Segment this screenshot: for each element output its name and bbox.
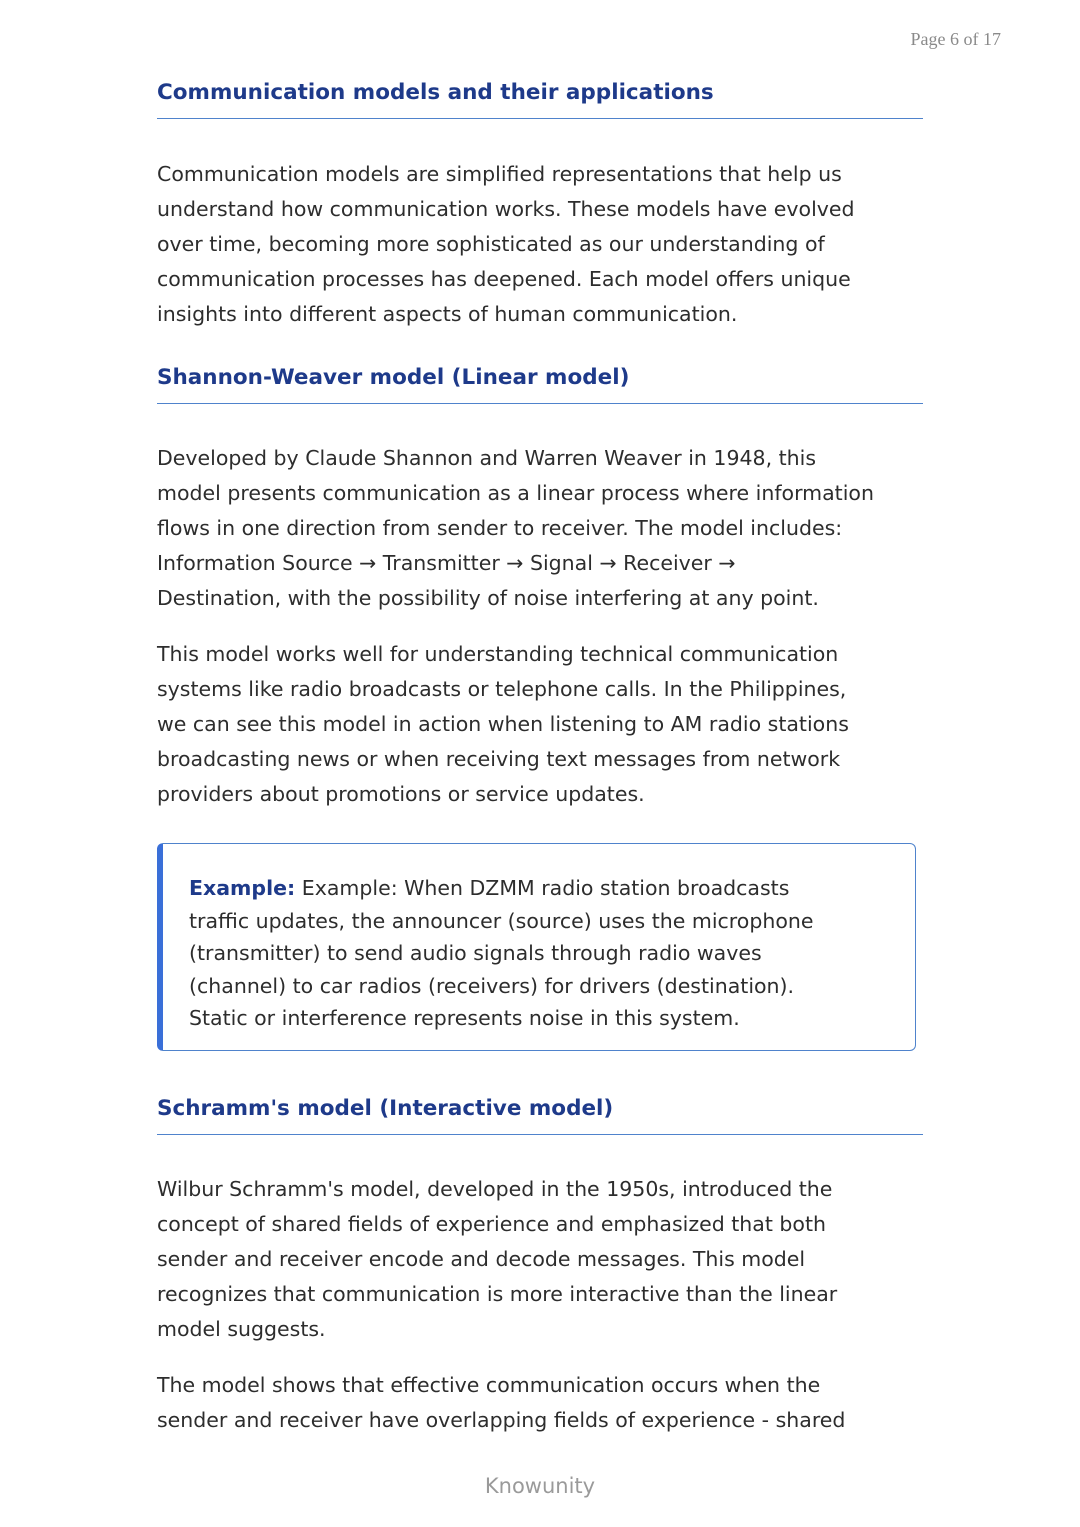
example-line [189, 872, 813, 905]
intro-paragraph [157, 157, 855, 332]
footer-brand: Knowunity [484, 1474, 596, 1498]
example-line: traffic updates, the announcer (source) uses the microphone [189, 908, 814, 933]
paragraph-line: model presents communication as a linear process where information [157, 481, 874, 505]
section-heading-shannon-weaver: Shannon-Weaver model (Linear model) [157, 365, 923, 404]
paragraph-line: providers about promotions or service updates. [157, 782, 645, 806]
paragraph-line: recognizes that communication is more interactive than the linear [157, 1282, 838, 1306]
paragraph-line: Information Source → Transmitter → Signal → Receiver → [157, 551, 736, 575]
paragraph-line: we can see this model in action when listening to AM radio stations [157, 712, 849, 736]
example-line: (channel) to car radios (receivers) for drivers (destination). [189, 973, 795, 998]
paragraph-line: broadcasting news or when receiving text messages from network [157, 747, 841, 771]
page-number: Page 6 of 17 [910, 29, 1001, 49]
paragraph-line: Communication models are simplified representations that help us [157, 162, 842, 186]
shannon-weaver-paragraph-2 [157, 637, 849, 812]
paragraph-line: Wilbur Schramm's model, developed in the 1950s, introduced the [157, 1177, 833, 1201]
example-line: Static or interference represents noise in this system. [189, 1006, 740, 1030]
paragraph-line: systems like radio broadcasts or telephone calls. In the Philippines, [157, 677, 847, 701]
example-callout [157, 843, 916, 1051]
paragraph-line: over time, becoming more sophisticated as our understanding of [157, 232, 825, 256]
paragraph-line: This model works well for understanding technical communication [157, 642, 839, 666]
schramm-paragraph-2 [157, 1368, 845, 1438]
paragraph-line: The model shows that effective communication occurs when the [157, 1373, 821, 1397]
example-line: (transmitter) to send audio signals through radio waves [189, 941, 762, 965]
schramm-paragraph-1 [157, 1172, 837, 1347]
paragraph-line: understand how communication works. These models have evolved [157, 197, 855, 221]
paragraph-line: model suggests. [157, 1317, 326, 1341]
paragraph-line: sender and receiver have overlapping fields of experience - shared [157, 1408, 846, 1432]
section-heading-communication-models: Communication models and their applications [157, 80, 923, 119]
paragraph-line: flows in one direction from sender to receiver. The model includes: [157, 516, 843, 540]
section-heading-schramm: Schramm's model (Interactive model) [157, 1096, 923, 1135]
paragraph-line: concept of shared fields of experience and emphasized that both [157, 1212, 826, 1236]
paragraph-line: Destination, with the possibility of noise interfering at any point. [157, 586, 819, 610]
shannon-weaver-paragraph-1 [157, 441, 874, 616]
paragraph-line: Developed by Claude Shannon and Warren Weaver in 1948, this [157, 446, 817, 470]
paragraph-line: insights into different aspects of human communication. [157, 302, 738, 326]
example-text [189, 872, 813, 1035]
example-label: Example: [189, 876, 296, 900]
paragraph-line: sender and receiver encode and decode messages. This model [157, 1247, 806, 1271]
example-line-text: Example: When DZMM radio station broadcasts [295, 876, 790, 900]
paragraph-line: communication processes has deepened. Each model offers unique [157, 267, 851, 291]
